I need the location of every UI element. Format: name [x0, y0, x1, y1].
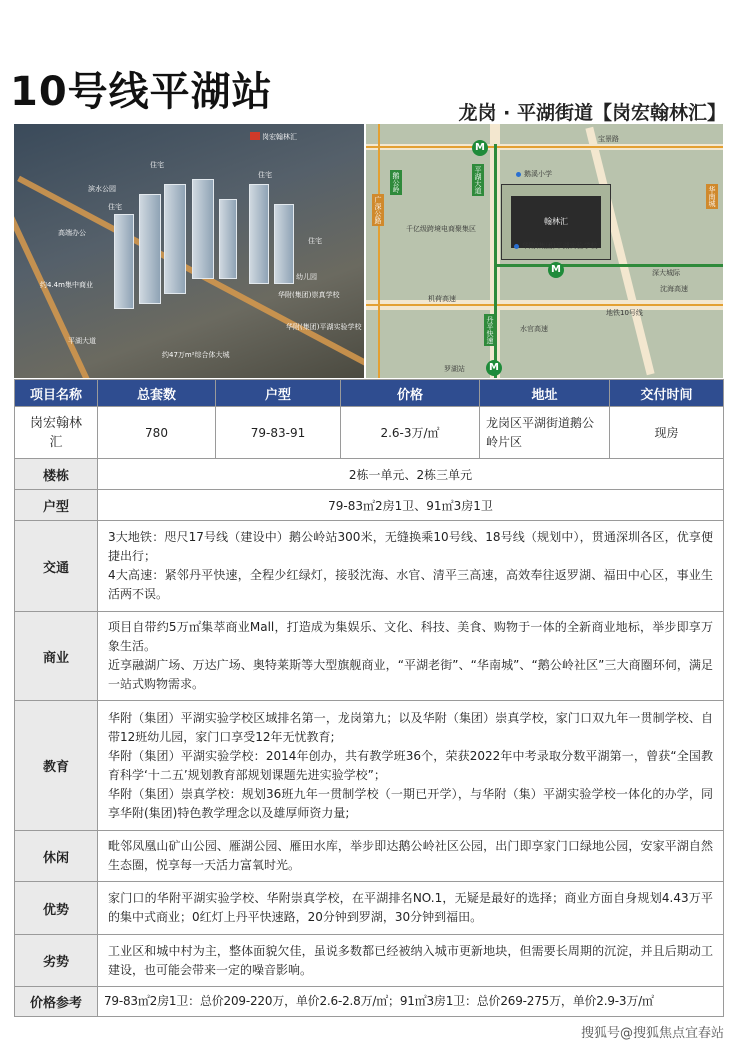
- row-value: 毗邻凤凰山矿山公园、雁湖公园、雁田水库，举步即达鹅公岭社区公园，出门即享家门口绿地公园，安家平湖自然生态圈，悦享每一天活力富氧时光。: [98, 831, 724, 882]
- map-road-label: 深大城际: [652, 269, 680, 277]
- row-value: 工业区和城中村为主，整体面貌欠佳，虽说多数都已经被纳入城市更新地块，但需要长周期的沉淀，并且后期动工建设，也可能会带来一定的噪音影响。: [98, 935, 724, 987]
- render-label: 住宅: [150, 161, 164, 169]
- map-road-label: 罗湖站: [444, 365, 465, 373]
- row-label: 优势: [15, 882, 98, 935]
- column-header: 交付时间: [610, 380, 724, 407]
- table-row: [15, 612, 724, 701]
- table-row: [15, 521, 724, 612]
- row-label: 教育: [15, 701, 98, 831]
- project-info-table: [14, 379, 724, 1017]
- row-label: 劣势: [15, 935, 98, 987]
- table-header-row: [15, 380, 724, 407]
- map-road-label: 鹅公岭: [392, 172, 400, 193]
- page-title: 10号线平湖站: [10, 69, 273, 115]
- map-road-label: 平湖大道: [474, 166, 482, 194]
- map-road-label: 机荷高速: [428, 295, 456, 303]
- metro-icon: M: [548, 262, 564, 278]
- table-row: [15, 459, 724, 490]
- table-row: [15, 490, 724, 521]
- render-label: 幼儿园: [296, 273, 317, 281]
- table-row: [15, 701, 724, 831]
- map-poi-label: 鹅溪小学: [524, 170, 552, 178]
- map-road-label: 丹平快速: [486, 316, 494, 344]
- price-cell: 2.6-3万/㎡: [341, 407, 480, 459]
- table-row: [15, 831, 724, 882]
- render-label: 约4.4m集中商业: [40, 281, 93, 289]
- map-poi-label: 华附(集团)平湖实验学校: [522, 242, 598, 250]
- row-label: 楼栋: [15, 459, 98, 490]
- row-value: 79-83㎡2房1卫、91㎡3房1卫: [98, 490, 724, 521]
- map-poi-label: 千亿级跨境电商聚集区: [406, 225, 476, 233]
- address-cell: 龙岗区平湖街道鹅公岭片区: [480, 407, 610, 459]
- map-road-label: 地铁10号线: [606, 309, 643, 317]
- row-label: 交通: [15, 521, 98, 612]
- render-label: 住宅: [108, 203, 122, 211]
- render-label: 华附(集团)崇真学校: [278, 291, 340, 299]
- column-header: 地址: [480, 380, 610, 407]
- render-label: 高端办公: [58, 229, 86, 237]
- metro-icon: M: [472, 140, 488, 156]
- table-row: [15, 935, 724, 987]
- poi-pin-icon: [514, 244, 519, 249]
- row-label: 商业: [15, 612, 98, 701]
- map-road-label: 水官高速: [520, 325, 548, 333]
- table-row: [15, 882, 724, 935]
- units-cell: 780: [98, 407, 216, 459]
- brand-name: 岗宏翰林汇: [262, 133, 297, 141]
- delivery-cell: 现房: [610, 407, 724, 459]
- render-label: 住宅: [308, 237, 322, 245]
- metro-icon: M: [486, 360, 502, 376]
- map-road-label: 广深公路: [374, 196, 382, 224]
- summary-row: [15, 407, 724, 459]
- row-value: 项目自带约5万㎡集萃商业Mall，打造成为集娱乐、文化、科技、美食、购物于一体的全新商业地标，举步即享万象生活。 近享融湖广场、万达广场、奥特莱斯等大型旗舰商业，“平湖老街”、“华南城”、“鹅公岭社区”三大商圈环伺，满足一站式购物需求。: [98, 612, 724, 701]
- render-label: 平湖大道: [68, 337, 96, 345]
- brand-logo: [250, 132, 260, 140]
- location-map: [366, 124, 723, 378]
- column-header: 户型: [216, 380, 341, 407]
- row-label: 价格参考: [15, 987, 98, 1017]
- row-value: 华附（集团）平湖实验学校区域排名第一，龙岗第九；以及华附（集团）崇真学校，家门口双九年一贯制学校、自带12班幼儿园，家门口享受12年无忧教育; 华附（集团）平湖实验学校：2014年创办，共有教学班36个，荣获2022年中考录取分数平湖第一，曾获“全国教育科学‘十二五’规划教育部规划课题先进实验学校”； 华附（集团）崇真学校：规划36班九年一贯制学校（一期已开学），与华附（集）平湖实验学校一体化的办学，同享华附(集团)特色教学理念以及雄厚师资力量;: [98, 701, 724, 831]
- row-value: 2栋一单元、2栋三单元: [98, 459, 724, 490]
- map-road-label: 沈海高速: [660, 285, 688, 293]
- column-header: 项目名称: [15, 380, 98, 407]
- row-value: 79-83㎡2房1卫：总价209-220万，单价2.6-2.8万/㎡；91㎡3房1卫：总价269-275万，单价2.9-3万/㎡: [98, 987, 724, 1017]
- watermark: 搜狐号@搜狐焦点宜春站: [580, 1026, 724, 1041]
- project-rendering: [14, 124, 364, 378]
- render-label: 滨水公园: [88, 185, 116, 193]
- page-subtitle: 龙岗 · 平湖街道【岗宏翰林汇】: [458, 102, 726, 124]
- render-label: 约47万m²综合体大城: [162, 351, 230, 359]
- hero-images: [14, 124, 723, 378]
- row-value: 3大地铁：咫尺17号线（建设中）鹅公岭站300米，无缝换乘10号线、18号线（规划中），贯通深圳各区，优享便捷出行； 4大高速：紧邻丹平快速，全程少红绿灯，接驳沈海、水官、清平三高速，高效奉往返罗湖、福田中心区，事业生活两不误。: [98, 521, 724, 612]
- row-value: 家门口的华附平湖实验学校、华附崇真学校，在平湖排名NO.1，无疑是最好的选择；商业方面自身规划4.43万平的集中式商业；0红灯上丹平快速路，20分钟到罗湖，30分钟到福田。: [98, 882, 724, 935]
- map-road-label: 华南城: [708, 186, 716, 207]
- column-header: 价格: [341, 380, 480, 407]
- map-road-label: 宝景路: [598, 135, 619, 143]
- poi-pin-icon: [516, 172, 521, 177]
- render-label: 华附(集团)平湖实验学校: [286, 323, 362, 331]
- column-header: 总套数: [98, 380, 216, 407]
- layouts-cell: 79-83-91: [216, 407, 341, 459]
- table-row: [15, 987, 724, 1017]
- render-label: 住宅: [258, 171, 272, 179]
- row-label: 休闲: [15, 831, 98, 882]
- row-label: 户型: [15, 490, 98, 521]
- project-name-cell: 岗宏翰林汇: [15, 407, 98, 459]
- project-marker: 翰林汇: [511, 196, 601, 248]
